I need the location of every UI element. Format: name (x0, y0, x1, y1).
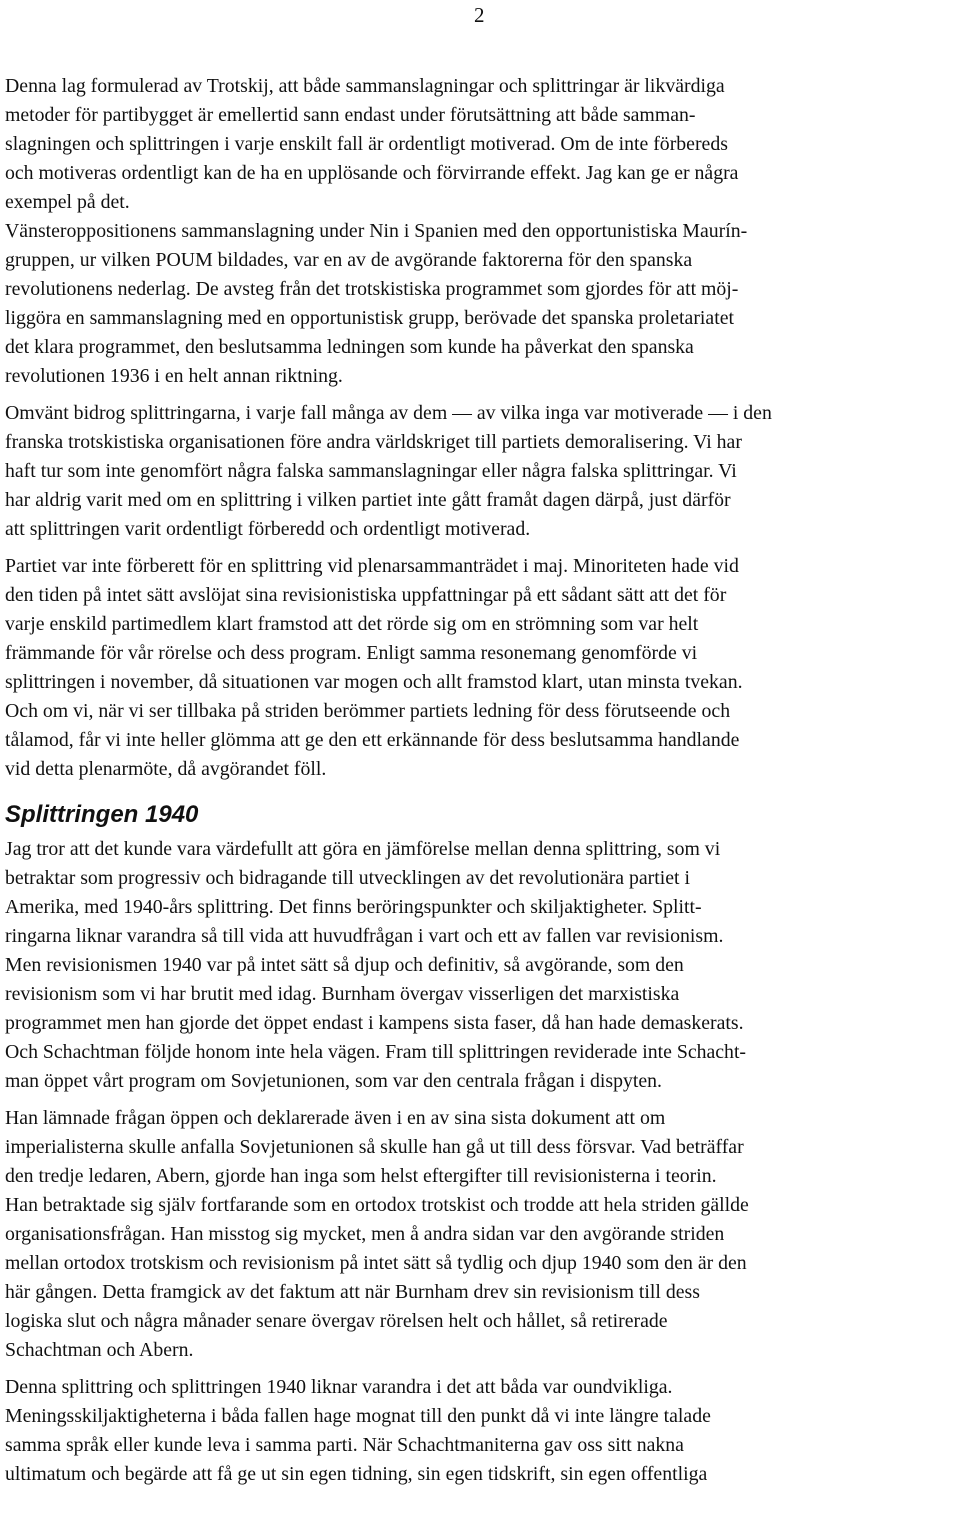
paragraph-3 (5, 399, 955, 544)
text-line: gruppen, ur vilken POUM bildades, var en av de avgörande faktorerna för den spanska (5, 249, 693, 271)
text-line: franska trotskistiska organisationen före andra världskriget till partiets demoralisering. Vi har (5, 431, 742, 453)
text-line: den tiden på intet sätt avslöjat sina revisionistiska uppfattningar på ett sådant sätt att det för (5, 584, 727, 606)
text-line: vid detta plenarmöte, då avgörandet föll. (5, 758, 327, 780)
text-line: tålamod, får vi inte heller glömma att ge den ett erkännande för dess beslutsamma handlande (5, 729, 740, 751)
text-line: den tredje ledaren, Abern, gjorde han inga som helst eftergifter till revisionisterna i teorin. (5, 1165, 717, 1187)
text-line: och motiveras ordentligt kan de ha en upplösande och förvirrande effekt. Jag kan ge er några (5, 162, 739, 184)
text-line: att splittringen varit ordentligt förberedd och ordentligt motiverad. (5, 518, 531, 540)
text-line: Och Schachtman följde honom inte hela vägen. Fram till splittringen reviderade inte Schacht- (5, 1041, 747, 1063)
text-line: revolutionens nederlag. De avsteg från det trotskistiska programmet som gjordes för att möj- (5, 278, 739, 300)
paragraph-1 (5, 72, 955, 217)
text-line: har aldrig varit med om en splittring i vilken partiet inte gått framåt dagen därpå, just därför (5, 489, 731, 511)
text-line: liggöra en sammanslagning med en opportunistisk grupp, berövade det spanska proletariatet (5, 307, 734, 329)
paragraph-5 (5, 835, 955, 1096)
document-body (5, 72, 955, 1489)
text-line: Denna lag formulerad av Trotskij, att både sammanslagningar och splittringar är likvärdiga (5, 75, 725, 97)
text-line: slagningen och splittringen i varje enskilt fall är ordentligt motiverad. Om de inte förbereds (5, 133, 728, 155)
text-line: Schachtman och Abern. (5, 1339, 194, 1361)
paragraph-4 (5, 552, 955, 784)
text-line: Meningsskiljaktigheterna i båda fallen hage mognat till den punkt då vi inte längre talade (5, 1405, 711, 1427)
page-number: 2 (474, 3, 485, 27)
text-line: ringarna liknar varandra så till vida att huvudfrågan i vart och ett av fallen var revisionism. (5, 925, 724, 947)
text-line: splittringen i november, då situationen var mogen och allt framstod klart, utan minsta tvekan. (5, 671, 743, 693)
section-heading: Splittringen 1940 (5, 801, 199, 828)
text-line: här gången. Detta framgick av det faktum att när Burnham drev sin revisionism till dess (5, 1281, 700, 1303)
text-line: Partiet var inte förberett för en splittring vid plenarsammanträdet i maj. Minoriteten hade vid (5, 555, 739, 577)
text-line: varje enskild partimedlem klart framstod att det rörde sig om en strömning som var helt (5, 613, 699, 635)
text-line: Vänsteroppositionens sammanslagning under Nin i Spanien med den opportunistiska Maurín- (5, 220, 748, 242)
text-line: Amerika, med 1940-års splittring. Det finns beröringspunkter och skiljaktigheter. Splitt- (5, 896, 702, 918)
text-line: betraktar som progressiv och bidragande till utvecklingen av det revolutionära partiet i (5, 867, 690, 889)
text-line: exempel på det. (5, 191, 130, 213)
text-line: det klara programmet, den beslutsamma ledningen som kunde ha påverkat den spanska (5, 336, 694, 358)
text-line: logiska slut och några månader senare övergav rörelsen helt och hållet, så retirerade (5, 1310, 668, 1332)
text-line: Omvänt bidrog splittringarna, i varje fall många av dem — av vilka inga var motiverade — i den (5, 402, 772, 424)
paragraph-6 (5, 1104, 955, 1365)
text-line: ultimatum och begärde att få ge ut sin egen tidning, sin egen tidskrift, sin egen offentliga (5, 1463, 708, 1485)
text-line: Men revisionismen 1940 var på intet sätt så djup och definitiv, så avgörande, som den (5, 954, 684, 976)
paragraph-2 (5, 217, 955, 391)
text-line: programmet men han gjorde det öppet endast i kampens sista faser, då han hade demaskerats. (5, 1012, 744, 1034)
text-line: Jag tror att det kunde vara värdefullt att göra en jämförelse mellan denna splittring, som vi (5, 838, 721, 860)
paragraph-7 (5, 1373, 955, 1489)
text-line: Han betraktade sig själv fortfarande som en ortodox trotskist och trodde att hela striden gällde (5, 1194, 749, 1216)
text-line: revolutionen 1936 i en helt annan riktning. (5, 365, 343, 387)
text-line: man öppet vårt program om Sovjetunionen, som var den centrala frågan i dispyten. (5, 1070, 662, 1092)
text-line: mellan ortodox trotskism och revisionism på intet sätt så tydlig och djup 1940 som den är den (5, 1252, 747, 1274)
text-line: imperialisterna skulle anfalla Sovjetunionen så skulle han gå ut till dess försvar. Vad beträffar (5, 1136, 744, 1158)
text-line: metoder för partibygget är emellertid sann endast under förutsättning att både samman- (5, 104, 696, 126)
text-line: Och om vi, när vi ser tillbaka på striden berömmer partiets ledning för dess förutseende och (5, 700, 731, 722)
text-line: Han lämnade frågan öppen och deklarerade även i en av sina sista dokument att om (5, 1107, 666, 1129)
text-line: främmande för vår rörelse och dess program. Enligt samma resonemang genomförde vi (5, 642, 698, 664)
text-line: organisationsfrågan. Han misstog sig mycket, men å andra sidan var den avgörande striden (5, 1223, 725, 1245)
text-line: Denna splittring och splittringen 1940 liknar varandra i det att båda var oundvikliga. (5, 1376, 673, 1398)
text-line: haft tur som inte genomfört några falska sammanslagningar eller några falska splittringar. Vi (5, 460, 737, 482)
text-line: samma språk eller kunde leva i samma parti. När Schachtmaniterna gav oss sitt nakna (5, 1434, 684, 1456)
text-line: revisionism som vi har brutit med idag. Burnham övergav visserligen det marxistiska (5, 983, 680, 1005)
